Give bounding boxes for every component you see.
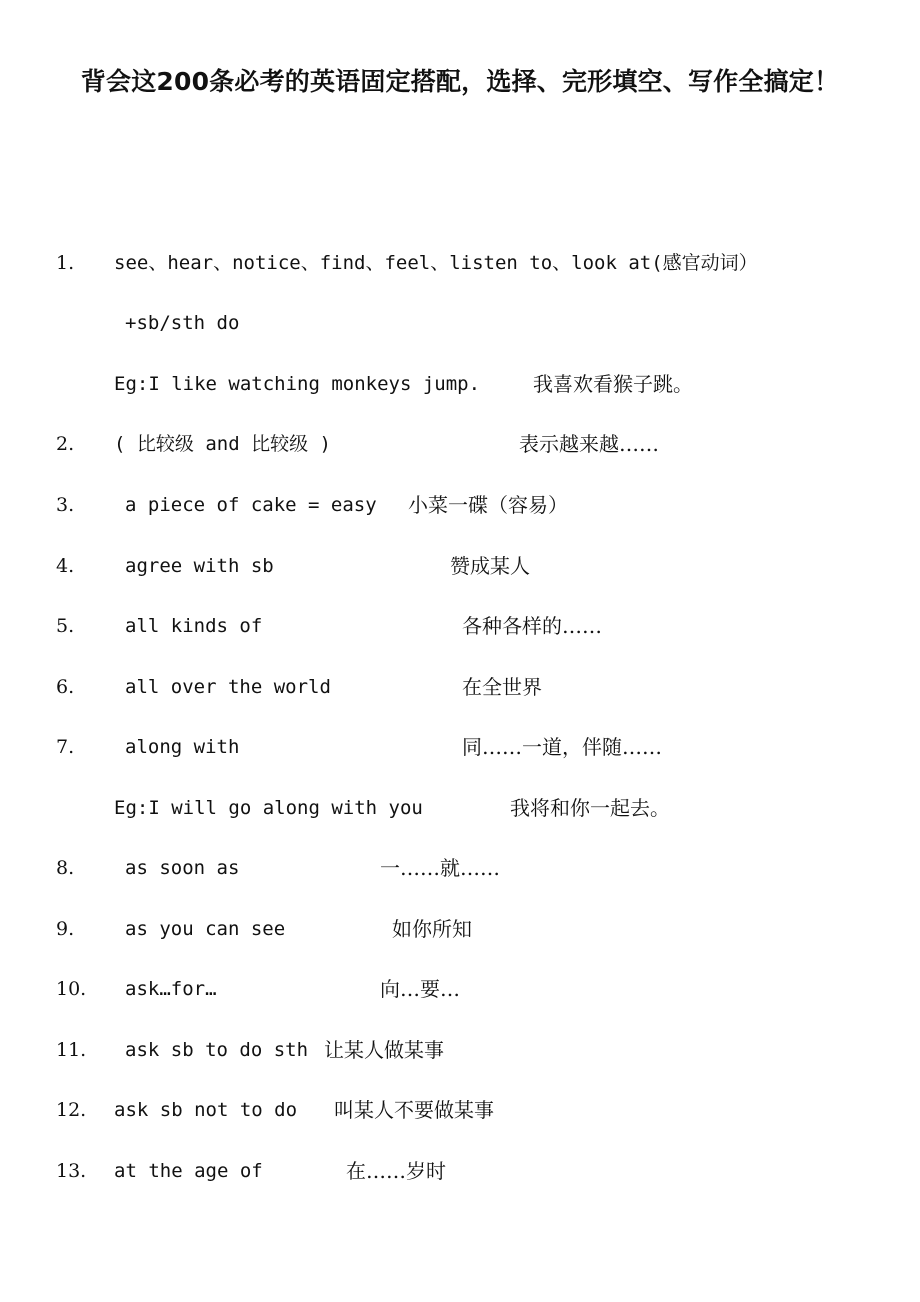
item-phrase: agree with sb	[125, 555, 274, 577]
list-item-continuation	[0, 308, 920, 338]
item-number: 11.	[56, 1039, 87, 1061]
item-number: 4.	[56, 555, 75, 577]
item-number: 1.	[56, 252, 75, 274]
item-number: 12.	[56, 1099, 87, 1121]
item-phrase: ( 比较级 and 比较级 )	[114, 433, 331, 455]
list-item	[0, 974, 920, 1004]
list-item	[0, 248, 920, 278]
example-chinese: 我将和你一起去。	[510, 796, 670, 820]
item-meaning: 让某人做某事	[324, 1038, 444, 1062]
list-item	[0, 1156, 920, 1186]
item-meaning: 一……就……	[380, 856, 500, 880]
item-phrase: as you can see	[125, 918, 286, 940]
example-english: Eg:I like watching monkeys jump.	[114, 373, 481, 395]
item-number: 10.	[56, 978, 87, 1000]
item-meaning: 表示越来越……	[519, 432, 659, 456]
list-item	[0, 551, 920, 581]
list-item	[0, 1095, 920, 1125]
item-meaning: 向…要…	[380, 977, 460, 1001]
list-item	[0, 914, 920, 944]
item-meaning: 各种各样的……	[462, 614, 602, 638]
item-phrase: see、hear、notice、find、feel、listen to、look at(感官动词）	[114, 252, 758, 274]
item-phrase: a piece of cake = easy	[125, 494, 377, 516]
item-meaning: 在全世界	[462, 675, 542, 699]
list-item	[0, 672, 920, 702]
item-number: 6.	[56, 676, 75, 698]
list-item	[0, 611, 920, 641]
list-item	[0, 732, 920, 762]
item-meaning: 小菜一碟（容易）	[408, 493, 568, 517]
item-number: 7.	[56, 736, 75, 758]
list-item	[0, 490, 920, 520]
item-phrase: ask…for…	[125, 978, 217, 1000]
item-meaning: 同……一道，伴随……	[462, 735, 662, 759]
item-phrase: at the age of	[114, 1160, 263, 1182]
list-item	[0, 429, 920, 459]
item-phrase: as soon as	[125, 857, 240, 879]
item-meaning: 如你所知	[392, 917, 472, 941]
item-phrase-continued: +sb/sth do	[125, 312, 240, 334]
item-phrase: all over the world	[125, 676, 331, 698]
item-meaning: 赞成某人	[450, 554, 530, 578]
item-number: 2.	[56, 433, 75, 455]
example-line	[0, 369, 920, 399]
item-phrase: along with	[125, 736, 240, 758]
item-meaning: 叫某人不要做某事	[334, 1098, 494, 1122]
item-meaning: 在……岁时	[346, 1159, 446, 1183]
item-phrase: ask sb to do sth	[125, 1039, 309, 1061]
item-number: 5.	[56, 615, 75, 637]
item-phrase: all kinds of	[125, 615, 263, 637]
item-phrase: ask sb not to do	[114, 1099, 298, 1121]
list-item	[0, 1035, 920, 1065]
example-chinese: 我喜欢看猴子跳。	[533, 372, 693, 396]
example-line	[0, 793, 920, 823]
list-item	[0, 853, 920, 883]
item-number: 3.	[56, 494, 75, 516]
example-english: Eg:I will go along with you	[114, 797, 423, 819]
item-number: 8.	[56, 857, 75, 879]
item-number: 9.	[56, 918, 75, 940]
page-title: 背会这200条必考的英语固定搭配，选择、完形填空、写作全搞定！	[80, 67, 840, 96]
item-number: 13.	[56, 1160, 87, 1182]
